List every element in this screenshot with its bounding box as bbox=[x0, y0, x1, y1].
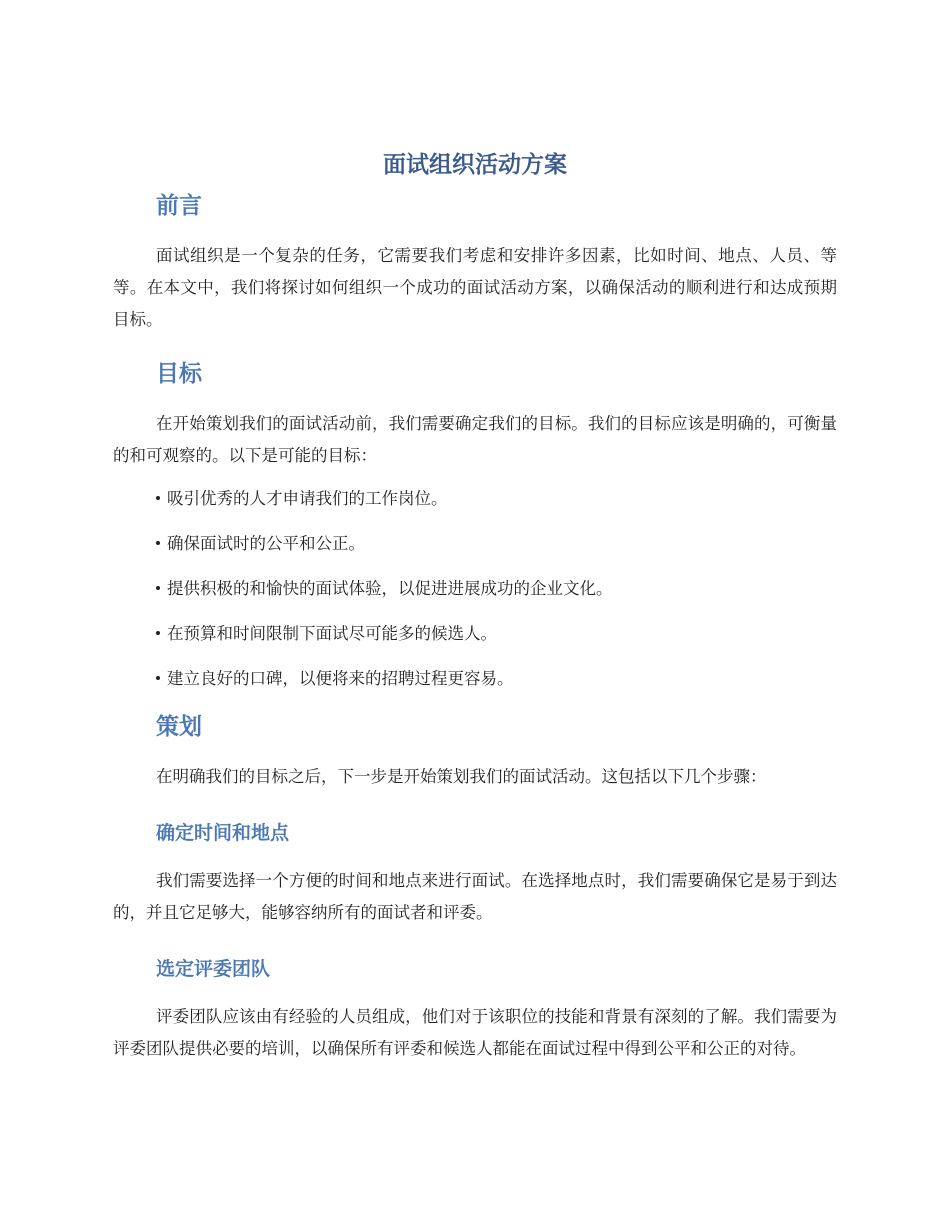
goals-list bbox=[113, 476, 837, 701]
subsection-heading-time-place: 确定时间和地点 bbox=[156, 822, 290, 844]
list-item bbox=[156, 656, 837, 701]
preface-paragraph: 面试组织是一个复杂的任务，它需要我们考虑和安排许多因素，比如时间、地点、人员、等等。在本文中，我们将探讨如何组织一个成功的面试活动方案，以确保活动的顺利进行和达成预期目标。 bbox=[113, 246, 837, 329]
section-heading-preface: 前言 bbox=[156, 193, 202, 219]
bullet-icon bbox=[156, 676, 160, 680]
bullet-icon bbox=[156, 541, 160, 545]
time-place-paragraph: 我们需要选择一个方便的时间和地点来进行面试。在选择地点时，我们需要确保它是易于到达的，并且它足够大，能够容纳所有的面试者和评委。 bbox=[113, 871, 837, 922]
goal-item-text: 吸引优秀的人才申请我们的工作岗位。 bbox=[167, 489, 448, 508]
bullet-icon bbox=[156, 631, 160, 635]
list-item bbox=[156, 566, 837, 611]
section-heading-planning: 策划 bbox=[156, 714, 202, 740]
section-heading-goals: 目标 bbox=[156, 361, 202, 387]
list-item bbox=[156, 521, 837, 566]
list-item bbox=[156, 611, 837, 656]
goal-item-text: 确保面试时的公平和公正。 bbox=[167, 534, 365, 553]
planning-paragraph: 在明确我们的目标之后，下一步是开始策划我们的面试活动。这包括以下几个步骤： bbox=[156, 767, 767, 786]
document-title: 面试组织活动方案 bbox=[383, 152, 567, 178]
goal-item-text: 在预算和时间限制下面试尽可能多的候选人。 bbox=[167, 624, 497, 643]
bullet-icon bbox=[156, 586, 160, 590]
subsection-heading-panel: 选定评委团队 bbox=[156, 958, 271, 980]
goals-paragraph: 在开始策划我们的面试活动前，我们需要确定我们的目标。我们的目标应该是明确的，可衡量的和可观察的。以下是可能的目标： bbox=[113, 414, 837, 465]
bullet-icon bbox=[156, 496, 160, 500]
list-item bbox=[156, 476, 837, 521]
panel-paragraph: 评委团队应该由有经验的人员组成，他们对于该职位的技能和背景有深刻的了解。我们需要为评委团队提供必要的培训，以确保所有评委和候选人都能在面试过程中得到公平和公正的对待。 bbox=[113, 1007, 837, 1058]
goal-item-text: 提供积极的和愉快的面试体验，以促进进展成功的企业文化。 bbox=[167, 579, 613, 598]
document-body bbox=[113, 186, 837, 1065]
goal-item-text: 建立良好的口碑，以便将来的招聘过程更容易。 bbox=[167, 669, 514, 688]
